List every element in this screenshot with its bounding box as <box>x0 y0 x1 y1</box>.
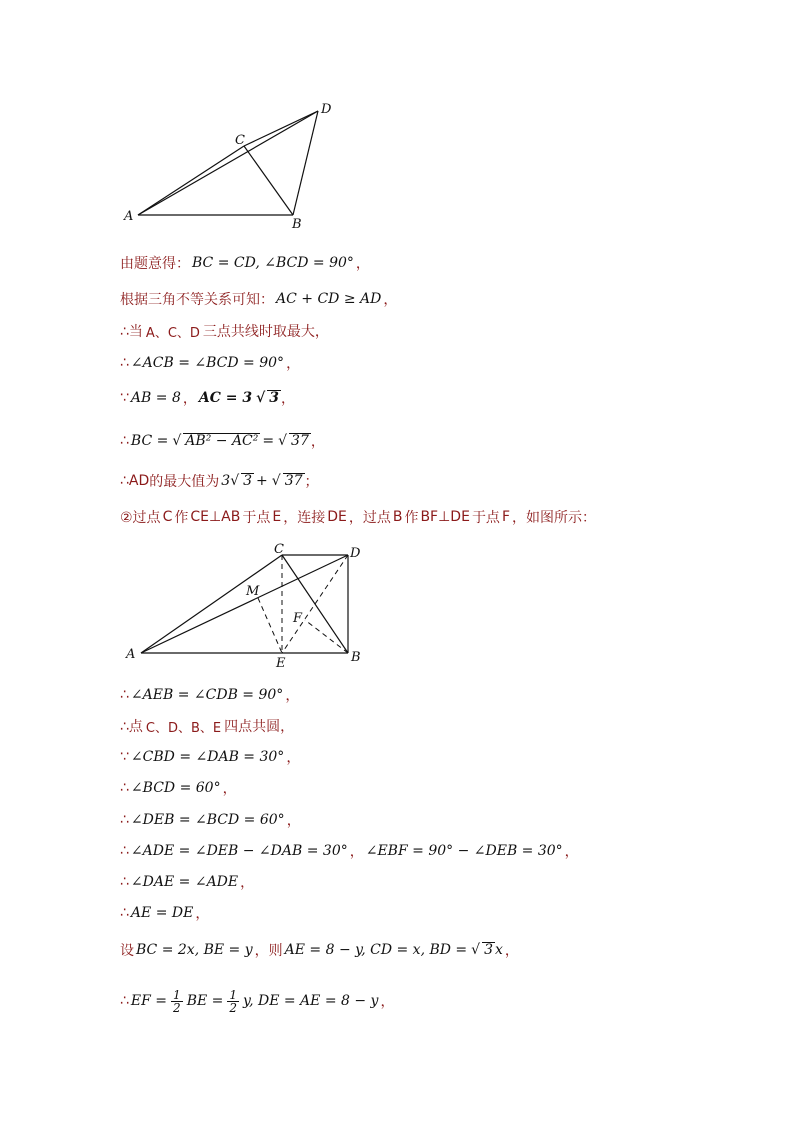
line-3 <box>120 320 329 342</box>
segment-cb <box>244 146 293 215</box>
punct: ， <box>380 994 395 1010</box>
punct: ， <box>504 943 519 959</box>
line-6 <box>120 428 325 454</box>
punct: ， <box>195 906 210 922</box>
fraction <box>227 989 239 1014</box>
text: 于点 <box>242 510 271 526</box>
math: AE = 8 − y, CD = x, BD = <box>284 942 468 958</box>
punct: ， <box>286 356 301 372</box>
therefore-symbol: ∴ <box>120 905 129 921</box>
math: y, DE = AE = 8 − y <box>243 993 379 1009</box>
numerator: 1 <box>173 987 181 1002</box>
radicand: 37 <box>291 432 309 449</box>
therefore-symbol: ∴ <box>120 473 129 489</box>
radicand: 37 <box>284 472 303 489</box>
punct: ； <box>304 474 319 490</box>
math: ∠EBF = 90° − ∠DEB = 30° <box>365 843 563 859</box>
text: 的最大值为 <box>149 474 220 490</box>
line-11 <box>120 746 300 768</box>
because-symbol: ∵ <box>120 749 129 765</box>
punct: ， <box>310 434 325 450</box>
triangle-figure-1 <box>110 95 350 240</box>
point-label-a: A <box>126 647 136 662</box>
text: F <box>501 509 510 525</box>
line-4 <box>120 352 300 374</box>
math: AC + CD ≥ AD <box>276 291 382 307</box>
point-label-d: D <box>321 102 332 117</box>
line-18 <box>120 984 394 1018</box>
point-label-b: B <box>351 650 361 665</box>
math: ∠DEB = ∠BCD = 60° <box>130 812 285 828</box>
point-label-c: C <box>274 542 284 557</box>
math: AB = 8 <box>130 390 181 406</box>
therefore-symbol: ∴点 <box>120 719 143 735</box>
math: BC = CD, ∠BCD = 90° <box>192 255 354 271</box>
punct: ， <box>286 813 301 829</box>
line-13 <box>120 809 301 831</box>
segment-ad <box>141 555 348 653</box>
radicand: 3 <box>243 472 253 489</box>
text: B <box>392 509 403 525</box>
text: C <box>162 509 173 525</box>
points: A、C、D <box>145 325 200 341</box>
line-17 <box>120 939 519 961</box>
line-14 <box>120 840 579 862</box>
points: C、D、B、E <box>145 720 222 736</box>
sqrt: √ 3 <box>471 941 494 959</box>
point-label-b: B <box>292 217 302 232</box>
math: EF = <box>130 993 168 1009</box>
text: CE⊥AB <box>190 509 241 525</box>
text: ，过点 <box>348 510 391 526</box>
therefore-symbol: ∴ <box>120 355 129 371</box>
segment-ad <box>138 111 318 215</box>
math: ∠CBD = ∠DAB = 30° <box>130 749 285 765</box>
punct: ， <box>222 781 237 797</box>
line-2 <box>120 288 397 310</box>
math: x <box>495 942 503 958</box>
punct: ， <box>182 391 197 407</box>
segment-me <box>258 598 282 653</box>
fraction <box>171 989 183 1014</box>
text: 于点 <box>471 510 500 526</box>
line-16 <box>120 902 209 924</box>
math-bold: AC = 3 <box>198 390 253 406</box>
numerator: 1 <box>229 987 238 1002</box>
punct: ， <box>285 688 300 704</box>
sqrt: √ 3 <box>256 389 280 407</box>
punct: ， <box>564 844 579 860</box>
text: 三点共线时取最大， <box>202 324 329 340</box>
punct: ， <box>383 292 398 308</box>
segment-cd <box>244 111 318 146</box>
sqrt: √ 37 <box>278 432 309 450</box>
math: BE = <box>186 993 224 1009</box>
radicand: 3 <box>484 941 494 958</box>
punct: ， <box>349 844 364 860</box>
therefore-symbol: ∴ <box>120 780 129 796</box>
math: BC = <box>130 433 169 449</box>
point-label-f: F <box>293 611 303 626</box>
text: ，连接 <box>283 510 326 526</box>
line-5 <box>120 387 295 409</box>
text: DE <box>327 509 347 525</box>
segment-bf <box>305 620 348 653</box>
math: ∠ACB = ∠BCD = 90° <box>130 355 285 371</box>
line-10 <box>120 715 294 737</box>
math: AE = DE <box>130 905 194 921</box>
text: ，如图所示： <box>512 510 596 526</box>
line-7 <box>120 470 319 492</box>
therefore-symbol: ∴ <box>120 812 129 828</box>
text: 由题意得： <box>120 256 190 272</box>
text: BF⊥DE <box>420 509 470 525</box>
sqrt: √ AB² − AC² <box>172 432 259 450</box>
line-12 <box>120 777 237 799</box>
punct: ， <box>240 875 255 891</box>
punct: ， <box>281 391 296 407</box>
line-9 <box>120 684 299 706</box>
segment-name: AD <box>128 473 150 489</box>
punct: ， <box>286 750 301 766</box>
math: ∠BCD = 60° <box>130 780 221 796</box>
therefore-symbol: ∴ <box>120 433 129 449</box>
math: 3 <box>221 473 231 489</box>
denominator: 2 <box>173 1000 181 1015</box>
point-label-m: M <box>246 584 260 599</box>
line-8 <box>120 506 596 528</box>
segment-db <box>293 111 318 215</box>
segment-ac <box>138 146 244 215</box>
therefore-symbol: ∴ <box>120 687 129 703</box>
math: + <box>256 473 268 489</box>
therefore-symbol: ∴ <box>120 874 129 890</box>
radicand: 3 <box>269 389 280 406</box>
text: 作 <box>174 510 189 526</box>
text: 作 <box>404 510 419 526</box>
text: 四点共圆， <box>224 719 295 735</box>
math: ∠DAE = ∠ADE <box>130 874 239 890</box>
therefore-symbol: ∴ <box>120 993 129 1009</box>
sqrt: √ 3 <box>230 472 253 490</box>
point-label-c: C <box>235 133 245 148</box>
segment-ac <box>141 555 282 653</box>
sqrt: √ 37 <box>271 472 303 490</box>
text: ②过点 <box>120 510 161 526</box>
math: = <box>262 433 275 449</box>
quadrilateral-figure-2 <box>115 538 375 673</box>
math: ∠ADE = ∠DEB − ∠DAB = 30° <box>130 843 348 859</box>
therefore-symbol: ∴ <box>120 843 129 859</box>
text: 根据三角不等关系可知： <box>120 292 274 308</box>
radicand: AB² − AC² <box>185 432 259 449</box>
because-symbol: ∵ <box>120 390 129 406</box>
punct: ， <box>355 256 370 272</box>
point-label-e: E <box>276 656 286 671</box>
math: BC = 2x, BE = y <box>136 942 253 958</box>
point-label-d: D <box>350 546 361 561</box>
line-1 <box>120 252 370 274</box>
line-15 <box>120 871 254 893</box>
text: E <box>272 509 282 525</box>
math: ∠AEB = ∠CDB = 90° <box>130 687 284 703</box>
text: 设 <box>120 943 134 959</box>
therefore-symbol: ∴当 <box>120 324 143 340</box>
text: ，则 <box>254 943 283 959</box>
point-label-a: A <box>124 209 134 224</box>
denominator: 2 <box>229 1000 238 1015</box>
